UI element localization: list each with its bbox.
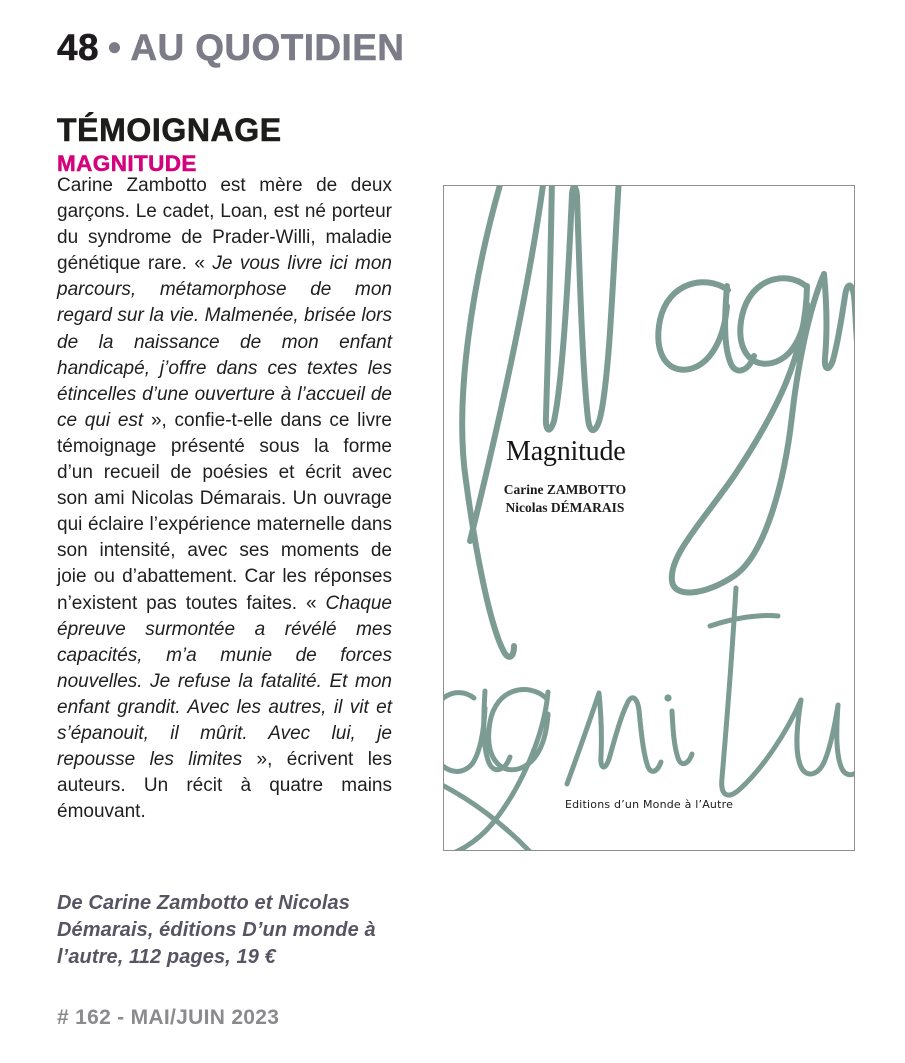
article-title: MAGNITUDE [57, 151, 197, 176]
book-cover [443, 185, 855, 851]
cover-author-1: Carine ZAMBOTTO [503, 482, 627, 497]
body-quote-1: Je vous livre ici mon parcours, métamorphose de mon regard sur la vie. Malmenée, brisée lors de la naissance de mon enfant handicapé, j’offre dans ces textes les étincelles d’une ouverture à l’accueil de ce qui est [57, 253, 392, 431]
body-segment-3: », écrivent les auteurs. Un récit à quatre mains émouvant. [57, 749, 392, 823]
body-segment-2: », confie-t-elle dans ce livre témoignage présenté sous la forme d’un recueil de poésies et écrit avec son ami Nicolas Démarais. Un ouvrage qui éclaire l’expérience maternelle dans son intensité, avec ses moments de joie ou d’abattement. Car les réponses n’existent pas toutes faites. « [57, 409, 392, 614]
section-title: AU QUOTIDIEN [130, 27, 405, 68]
cover-title: Magnitude [506, 436, 626, 467]
script-word-bottom-strokes [444, 588, 855, 851]
body-segment-1: Carine Zambotto est mère de deux garçons. Le cadet, Loan, est né porteur du syndrome de Prader-Willi, maladie génétique rare. « [57, 175, 392, 275]
script-lettering [444, 186, 855, 851]
page-number: 48 [57, 27, 99, 68]
cover-publisher: Editions d’un Monde à l’Autre [564, 798, 734, 811]
cover-authors [482, 481, 648, 516]
issue-footer: # 162 - MAI/JUIN 2023 [57, 1006, 280, 1029]
body-quote-2: Chaque épreuve surmontée a révélé mes capacités, m’a munie de forces nouvelles. Je refuse la fatalité. Et mon enfant grandit. Avec les autres, il vit et s’épanouit, il mûrit. Avec lui, je repousse les limites [57, 592, 392, 771]
article-body [57, 173, 392, 825]
cover-author-2: Nicolas DÉMARAIS [505, 499, 625, 515]
page-header [57, 28, 404, 69]
bullet-separator: • [107, 27, 122, 68]
script-word-top-strokes [462, 186, 855, 657]
article-kicker: TÉMOIGNAGE [57, 112, 282, 148]
article-credit: De Carine Zambotto et Nicolas Démarais, éditions D’un monde à l’autre, 112 pages, 19 € [57, 892, 376, 968]
